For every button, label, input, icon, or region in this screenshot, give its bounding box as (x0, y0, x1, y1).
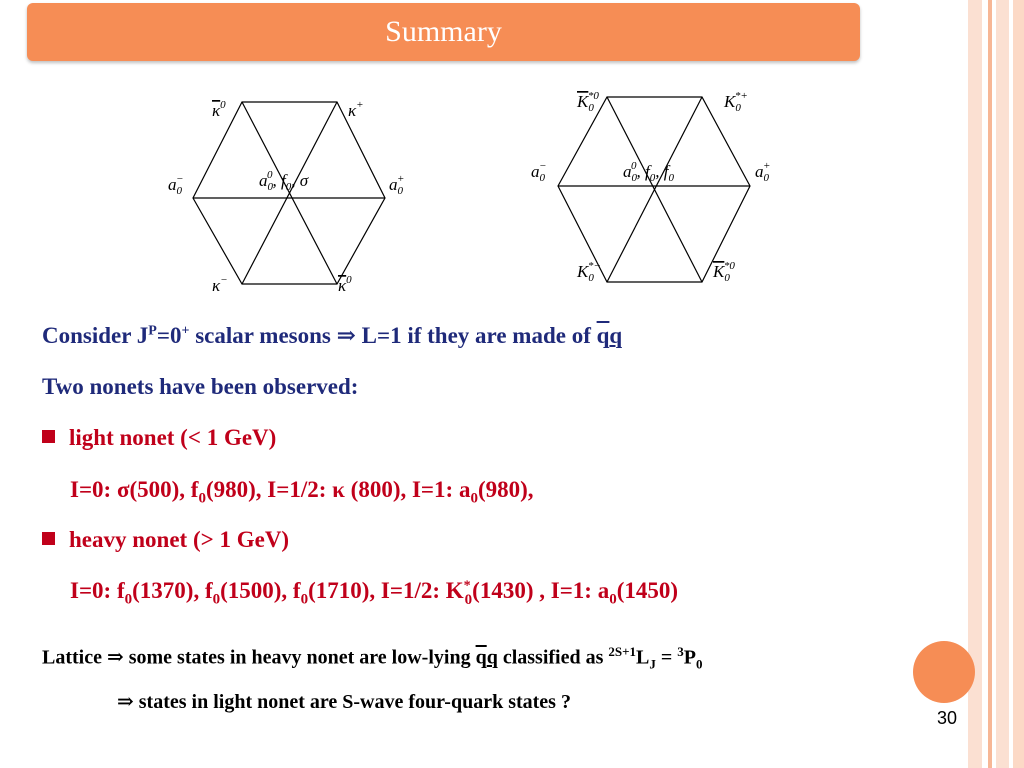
label-bottom-right: $K_0*0$ (713, 260, 735, 284)
label-mid-left: $a_0-$ (168, 173, 184, 197)
decor-stripe-1 (968, 0, 982, 768)
label-bottom-left: κ− (212, 274, 228, 295)
decor-stripe-2 (988, 0, 992, 768)
heavy-nonet-diagram (525, 85, 795, 295)
label-mid-right: $a_0+$ (755, 160, 771, 184)
label-center: $a_00$, $f_0$, $f_0$ (623, 160, 674, 184)
label-top-right: $K_0*+$ (724, 90, 748, 114)
bullet-icon (42, 430, 55, 443)
heavy-nonet-states: I=0: $f_0(1370)$, $f_0(1500)$, $f_0(1710)$, I=1/2: $K^*_0(1430)$ , I=1: $a_0(1450)$ (70, 578, 679, 608)
label-mid-right: $a_0+$ (389, 173, 405, 197)
light-nonet-states: I=0: σ(500), $f_0(980)$, I=1/2: κ (800), I=1: $a_0(980)$, (70, 477, 534, 507)
label-mid-left: $a_0-$ (531, 160, 547, 184)
label-center: $a_00$, $f_0$, σ (259, 169, 309, 193)
label-top-right: κ+ (348, 99, 364, 120)
title-bar (27, 3, 860, 61)
decor-stripe-4 (1013, 0, 1024, 768)
label-top-left: $\kappa^0$ (212, 99, 226, 120)
lattice-line: Lattice ⇒ some states in heavy nonet are low-lying $\overline{q}q$ classified as $^{2S+1}L_J = ^3P_0$ (42, 644, 703, 672)
bullet-heavy-nonet: heavy nonet (> 1 GeV) (42, 527, 289, 553)
page-number: 30 (937, 708, 958, 728)
light-nonet-diagram (160, 90, 430, 300)
bullet-icon (42, 532, 55, 545)
consider-line: Consider $J^P=0^+$ scalar mesons ⇒ L=1 if they are made of $\overline{q}q$ (42, 323, 623, 348)
slide-title: Summary (385, 15, 502, 48)
conclusion-line: ⇒ states in light nonet are S-wave four-quark states ? (117, 691, 571, 713)
label-top-left: $K_0*0$ (577, 90, 599, 114)
nonets-line: Two nonets have been observed: (42, 374, 359, 399)
decor-stripe-3 (996, 0, 1009, 768)
label-bottom-left: $K_0*-$ (577, 260, 601, 284)
bullet-light-nonet: light nonet (< 1 GeV) (42, 425, 276, 451)
label-bottom-right: $\kappa^0$ (338, 274, 352, 295)
page-number-circle (913, 641, 975, 703)
